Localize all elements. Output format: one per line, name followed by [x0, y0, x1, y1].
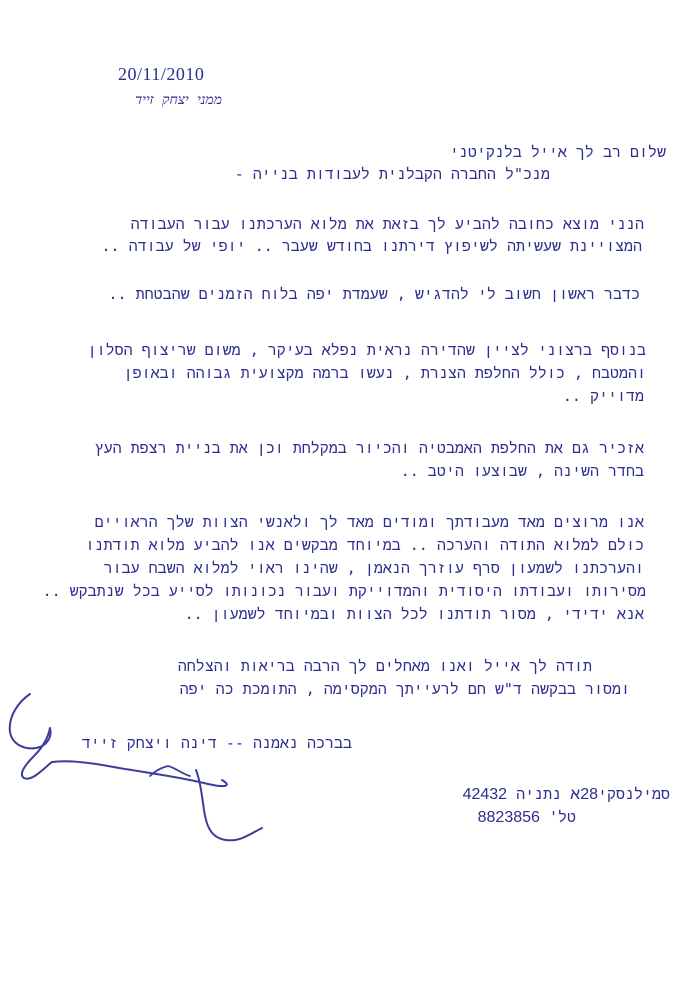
- paragraph-5-line-2: כולם למלוא התודה והערכה .. במיוחד מבקשים אנו להביע מלוא תודתנו: [85, 536, 644, 554]
- handwritten-signature: [0, 672, 300, 842]
- address-street: סמילנסקי: [597, 785, 670, 803]
- phone-number: 8823856: [477, 809, 540, 826]
- paragraph-6-line-1: תודה לך אייל ואנו מאחלים לך הרבה בריאות והצלחה: [177, 657, 592, 675]
- phone-line: [478, 808, 576, 827]
- address-zip: 42432: [462, 786, 508, 803]
- paragraph-5-line-4: מסירותו ועבודתו היסודית והמדוייקת ועבור נכונותו לסייע בכל שנתבקש ..: [42, 582, 646, 600]
- paragraph-2-line-1: כדבר ראשון חשוב לי להדגיש , שעמדת יפה בלוח הזמנים שהבטחת ..: [108, 285, 640, 303]
- paragraph-4-line-1: אזכיר גם את החלפת האמבטיה והכיור במקלחת וכן את בניית רצפת העץ: [94, 439, 644, 457]
- paragraph-1-line-2: המצויינת שעשיתה לשיפוץ דירתנו בחודש שעבר .. יופי של עבודה ..: [101, 237, 642, 255]
- paragraph-4-line-2: בחדר השינה , שבוצעו היטב ..: [400, 462, 644, 480]
- paragraph-3-line-2: והמטבח , כולל החלפת הצנרת , נעשו ברמה מקצועית גבוהה ובאופן: [123, 364, 646, 382]
- paragraph-5-line-3: והערכתנו לשמעון סרף עוזרך הנאמן , שהינו ראוי למלוא השבח עבור: [103, 559, 644, 577]
- letter-sender: ממני יצחק זייד: [135, 92, 222, 108]
- paragraph-3-line-3: מדוייק ..: [562, 387, 644, 405]
- closing-line: בברכה נאמנה -- דינה ויצחק זייד: [81, 734, 352, 752]
- paragraph-3-line-1: בנוסף ברצוני לציין שהדירה נראית נפלא בעיקר , משום שריצוף הסלון: [87, 341, 646, 359]
- phone-label: טל': [548, 808, 576, 826]
- paragraph-5-line-1: אנו מרוצים מאד מעבודתך ומודים מאד לך ולאנשי הצוות שלך הראויים: [94, 513, 644, 531]
- address-city: נתניה: [516, 785, 562, 803]
- address-house-number: 28א: [570, 786, 598, 803]
- paragraph-1-line-1: הנני מוצא כחובה להביע לך בזאת את מלוא הערכתנו עבור העבודה: [130, 215, 644, 233]
- address-line: [463, 785, 670, 804]
- paragraph-6-line-2: ומסור בבקשה ד"ש חם לרעייתך המקסימה , התומכת כה יפה: [179, 680, 630, 698]
- greeting-line-1: שלום רב לך אייל בלנקיטני: [449, 143, 666, 161]
- letter-date: 20/11/2010: [118, 64, 205, 84]
- paragraph-5-line-5: אנא ידידי , מסור תודתנו לכל הצוות ובמיוחד לשמעון ..: [184, 605, 644, 623]
- greeting-line-2: מנכ"ל החברה הקבלנית לעבודות בנייה -: [234, 165, 550, 183]
